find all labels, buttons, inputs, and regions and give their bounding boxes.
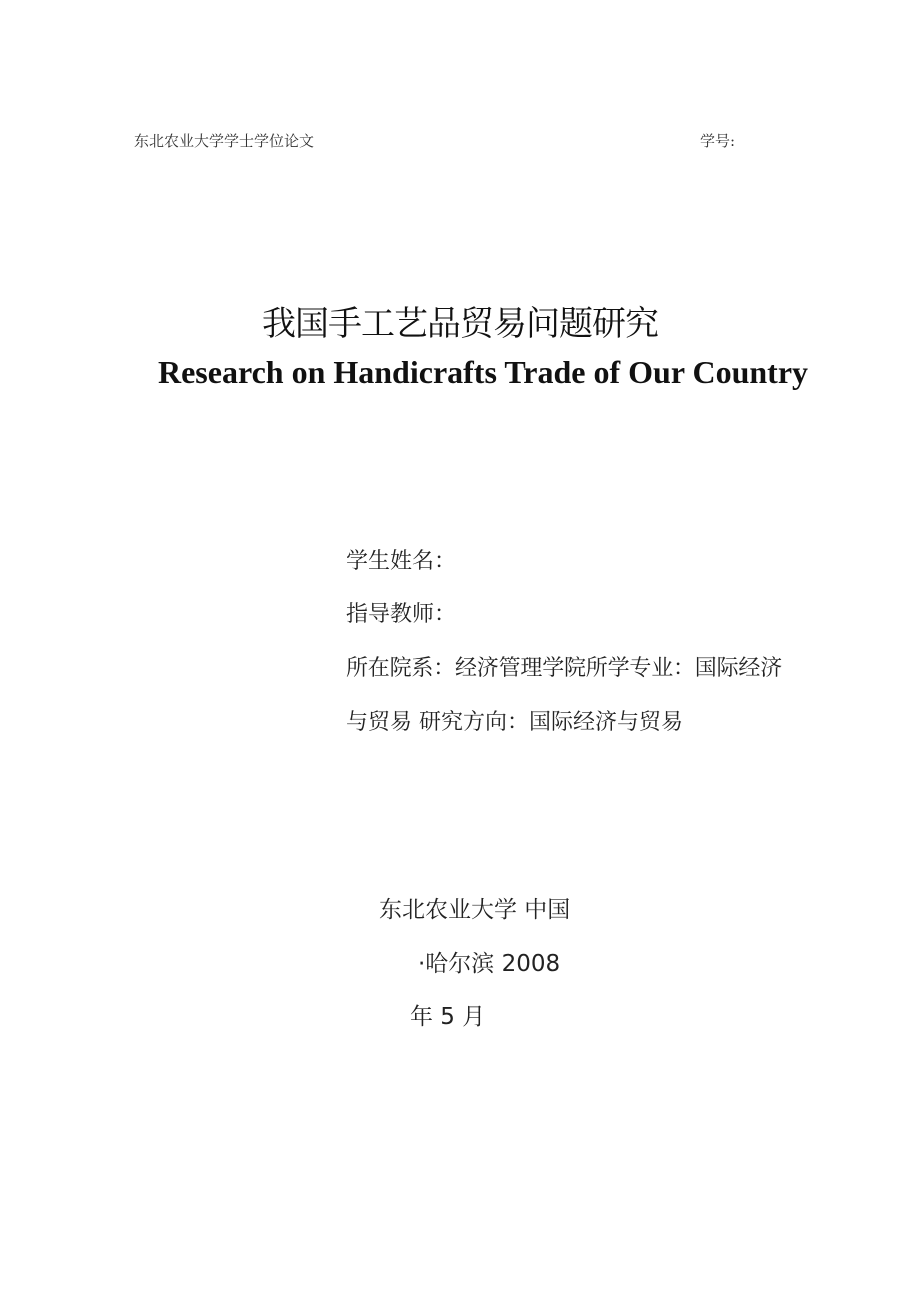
thesis-type-label: 东北农业大学学士学位论文 [134, 132, 315, 150]
title-english: Research on Handicrafts Trade of Our Country [157, 354, 809, 390]
university-location-line: 东北农业大学 中国 [379, 897, 571, 923]
date-month-line: 年 5 月 [410, 1004, 486, 1030]
student-id-label: 学号: [700, 132, 736, 150]
title-chinese: 我国手工艺品贸易问题研究 [262, 304, 658, 344]
research-direction-line: 与贸易 研究方向：国际经济与贸易 [346, 710, 683, 735]
department-major-line: 所在院系：经济管理学院所学专业：国际经济 [346, 656, 783, 681]
student-name-label: 学生姓名： [346, 549, 457, 574]
city-year-line: ·哈尔滨 2008 [418, 951, 561, 977]
advisor-label: 指导教师： [346, 602, 457, 627]
